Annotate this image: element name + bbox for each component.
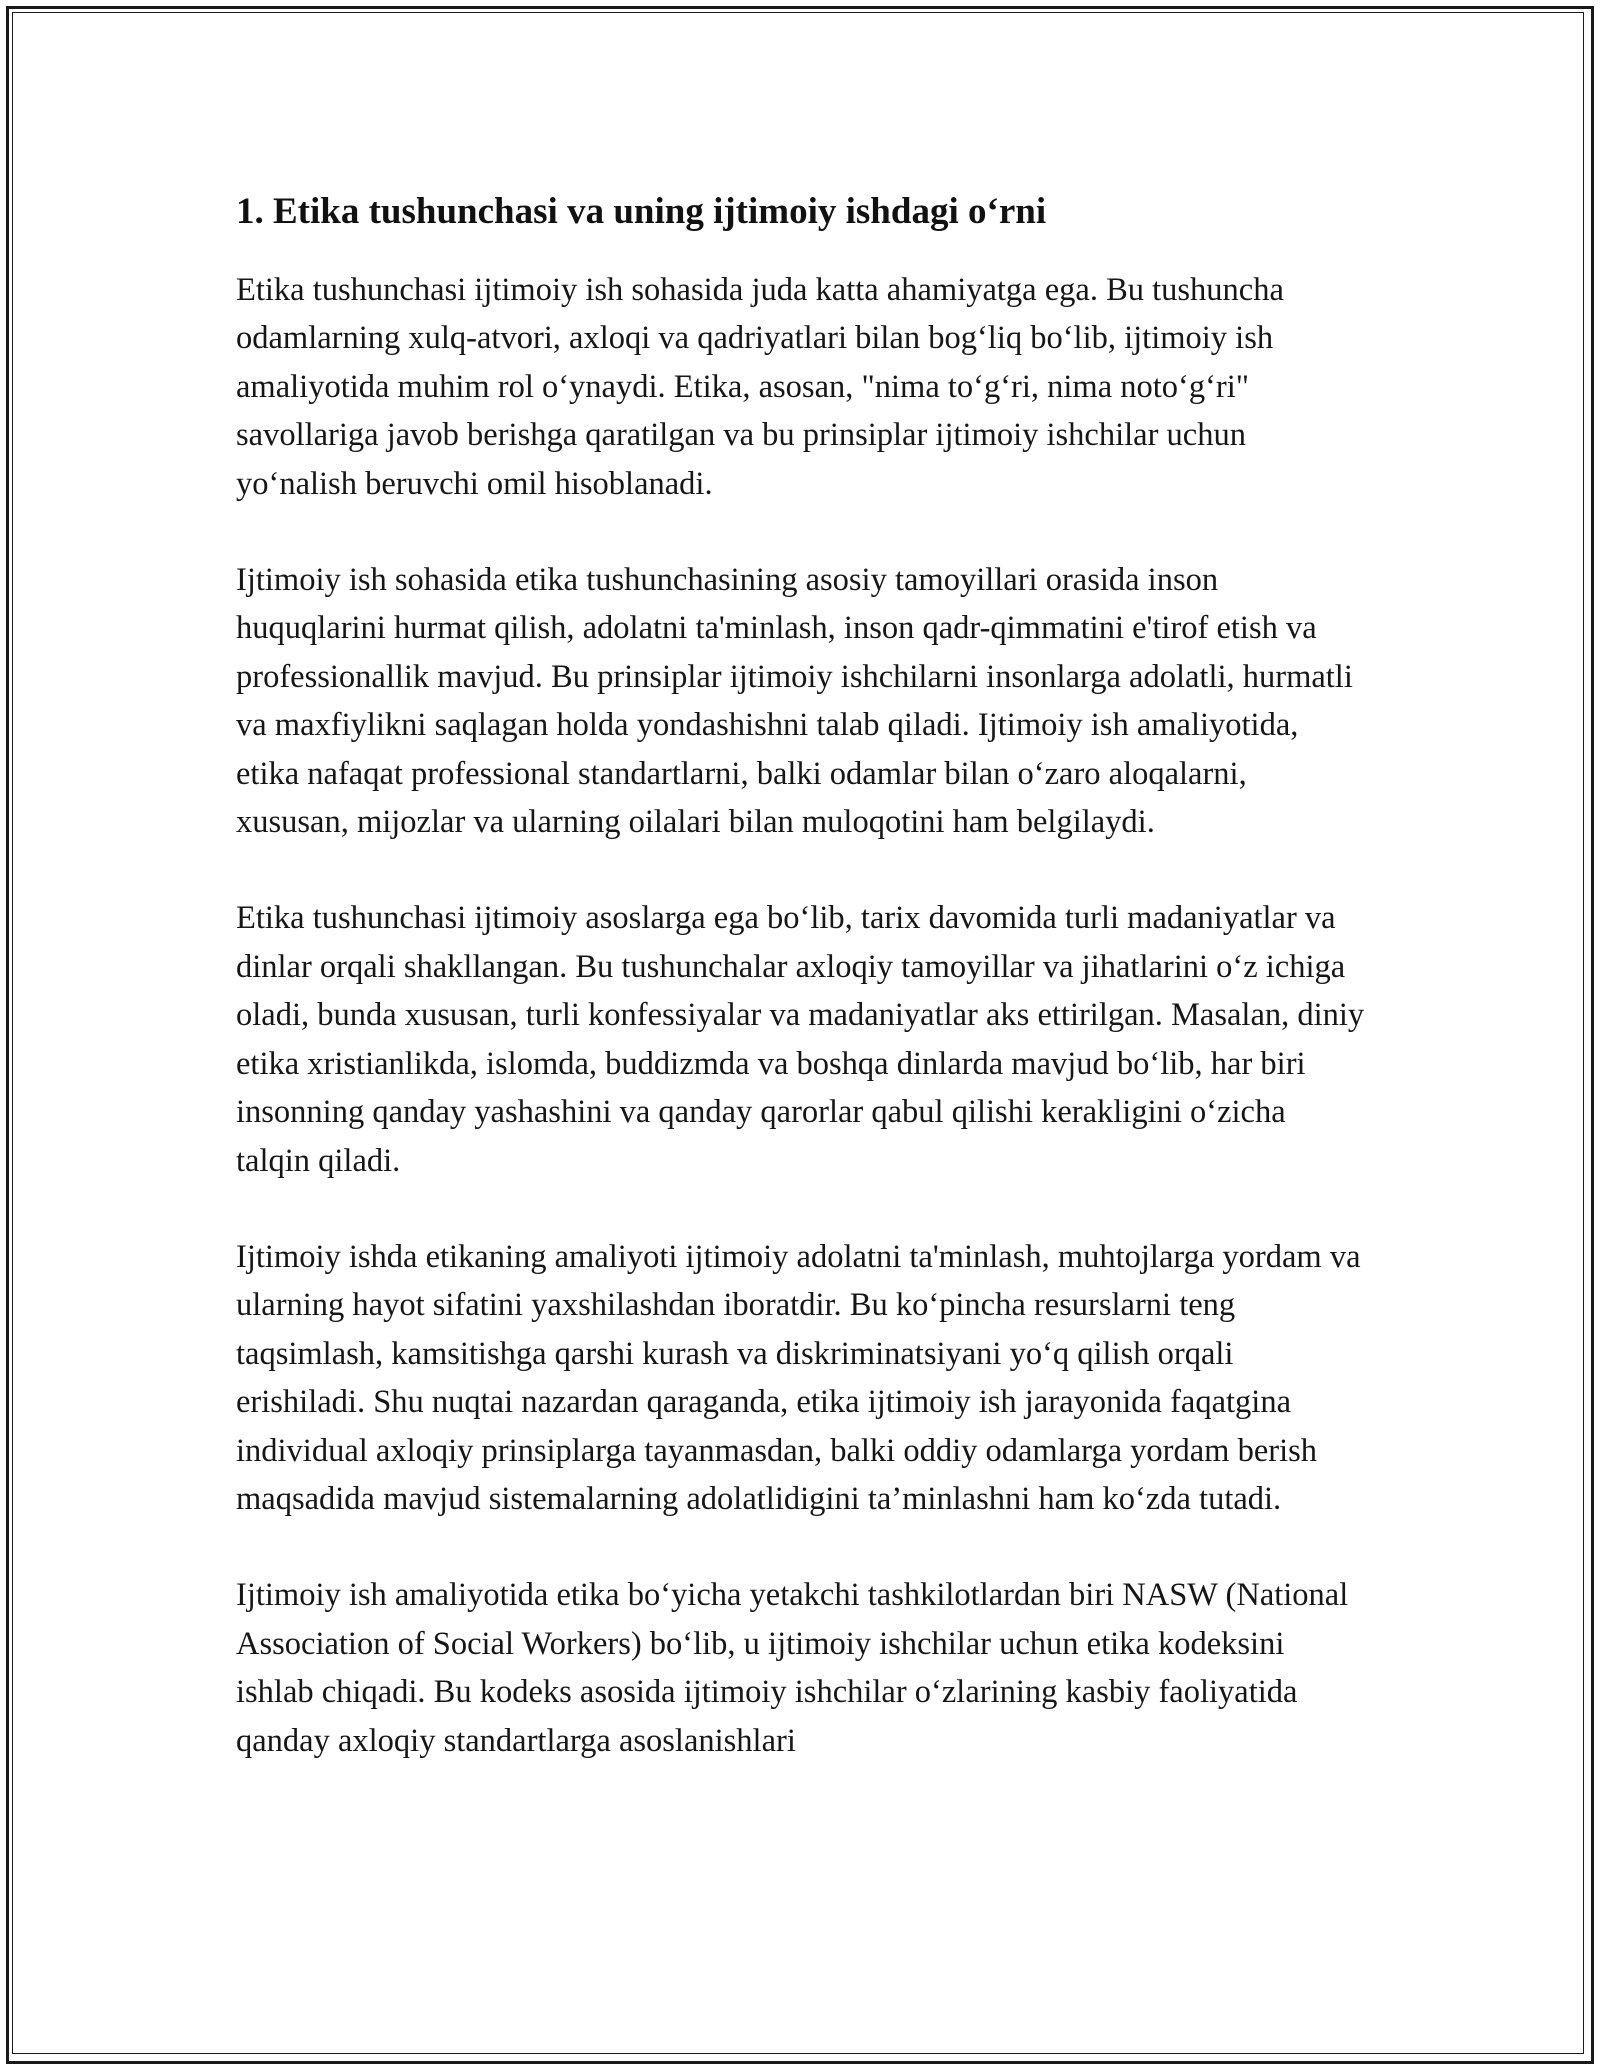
paragraph-3: Etika tushunchasi ijtimoiy asoslarga ega bo‘lib, tarix davomida turli madaniyatlar va dinlar orqali shakllangan. Bu tushunchalar axloqiy tamoyillar va jihatlarini o‘z ichiga oladi, bunda xususan, turli konfessiyalar va madaniyatlar aks ettirilgan. Masalan, diniy etika xristianlikda, islomda, buddizmda va boshqa dinlarda mavjud bo‘lib, har biri insonning qanday yashashini va qanday qarorlar qabul qilishi kerakligini o‘zicha talqin qiladi. — [236, 900, 1365, 1179]
paragraph-1: Etika tushunchasi ijtimoiy ish sohasida juda katta ahamiyatga ega. Bu tushuncha odamlarning xulq-atvori, axloqi va qadriyatlari bilan bog‘liq bo‘lib, ijtimoiy ish amaliyotida muhim rol o‘ynaydi. Etika, asosan, "nima to‘g‘ri, nima noto‘g‘ri" savollariga javob berishga qaratilgan va bu prinsiplar ijtimoiy ishchilar uchun yo‘nalish beruvchi omil hisoblanadi. — [236, 272, 1284, 502]
paragraph-5: Ijtimoiy ish amaliyotida etika bo‘yicha yetakchi tashkilotlardan biri NASW (National Association of Social Workers) bo‘lib, u ijtimoiy ishchilar uchun etika kodeksini ishlab chiqadi. Bu kodeks asosida ijtimoiy ishchilar o‘zlarining kasbiy faoliyatida qanday axloqiy standartlarga asoslanishlari — [236, 1577, 1349, 1759]
paragraph-2: Ijtimoiy ish sohasida etika tushunchasining asosiy tamoyillari orasida inson huquqlarini hurmat qilish, adolatni ta'minlash, inson qadr-qimmatini e'tirof etish va professionallik mavjud. Bu prinsiplar ijtimoiy ishchilarni insonlarga adolatli, hurmatli va maxfiylikni saqlagan holda yondashishni talab qiladi. Ijtimoiy ish amaliyotida, etika nafaqat professional standartlarni, balki odamlar bilan o‘zaro aloqalarni, xususan, mijozlar va ularning oilalari bilan muloqotini ham belgilaydi. — [236, 562, 1353, 841]
paragraph-4: Ijtimoiy ishda etikaning amaliyoti ijtimoiy adolatni ta'minlash, muhtojlarga yordam va ularning hayot sifatini yaxshilashdan iboratdir. Bu ko‘pincha resurslarni teng taqsimlash, kamsitishga qarshi kurash va diskriminatsiyani yo‘q qilish orqali erishiladi. Shu nuqtai nazardan qaraganda, etika ijtimoiy ish jarayonida faqatgina individual axloqiy prinsiplarga tayanmasdan, balki oddiy odamlarga yordam berish maqsadida mavjud sistemalarning adolatlidigini ta’minlashni ham ko‘zda tutadi. — [236, 1238, 1361, 1517]
document-body — [236, 184, 1366, 1813]
section-heading: 1. Etika tushunchasi va uning ijtimoiy ishdagi o‘rni — [236, 191, 1047, 232]
